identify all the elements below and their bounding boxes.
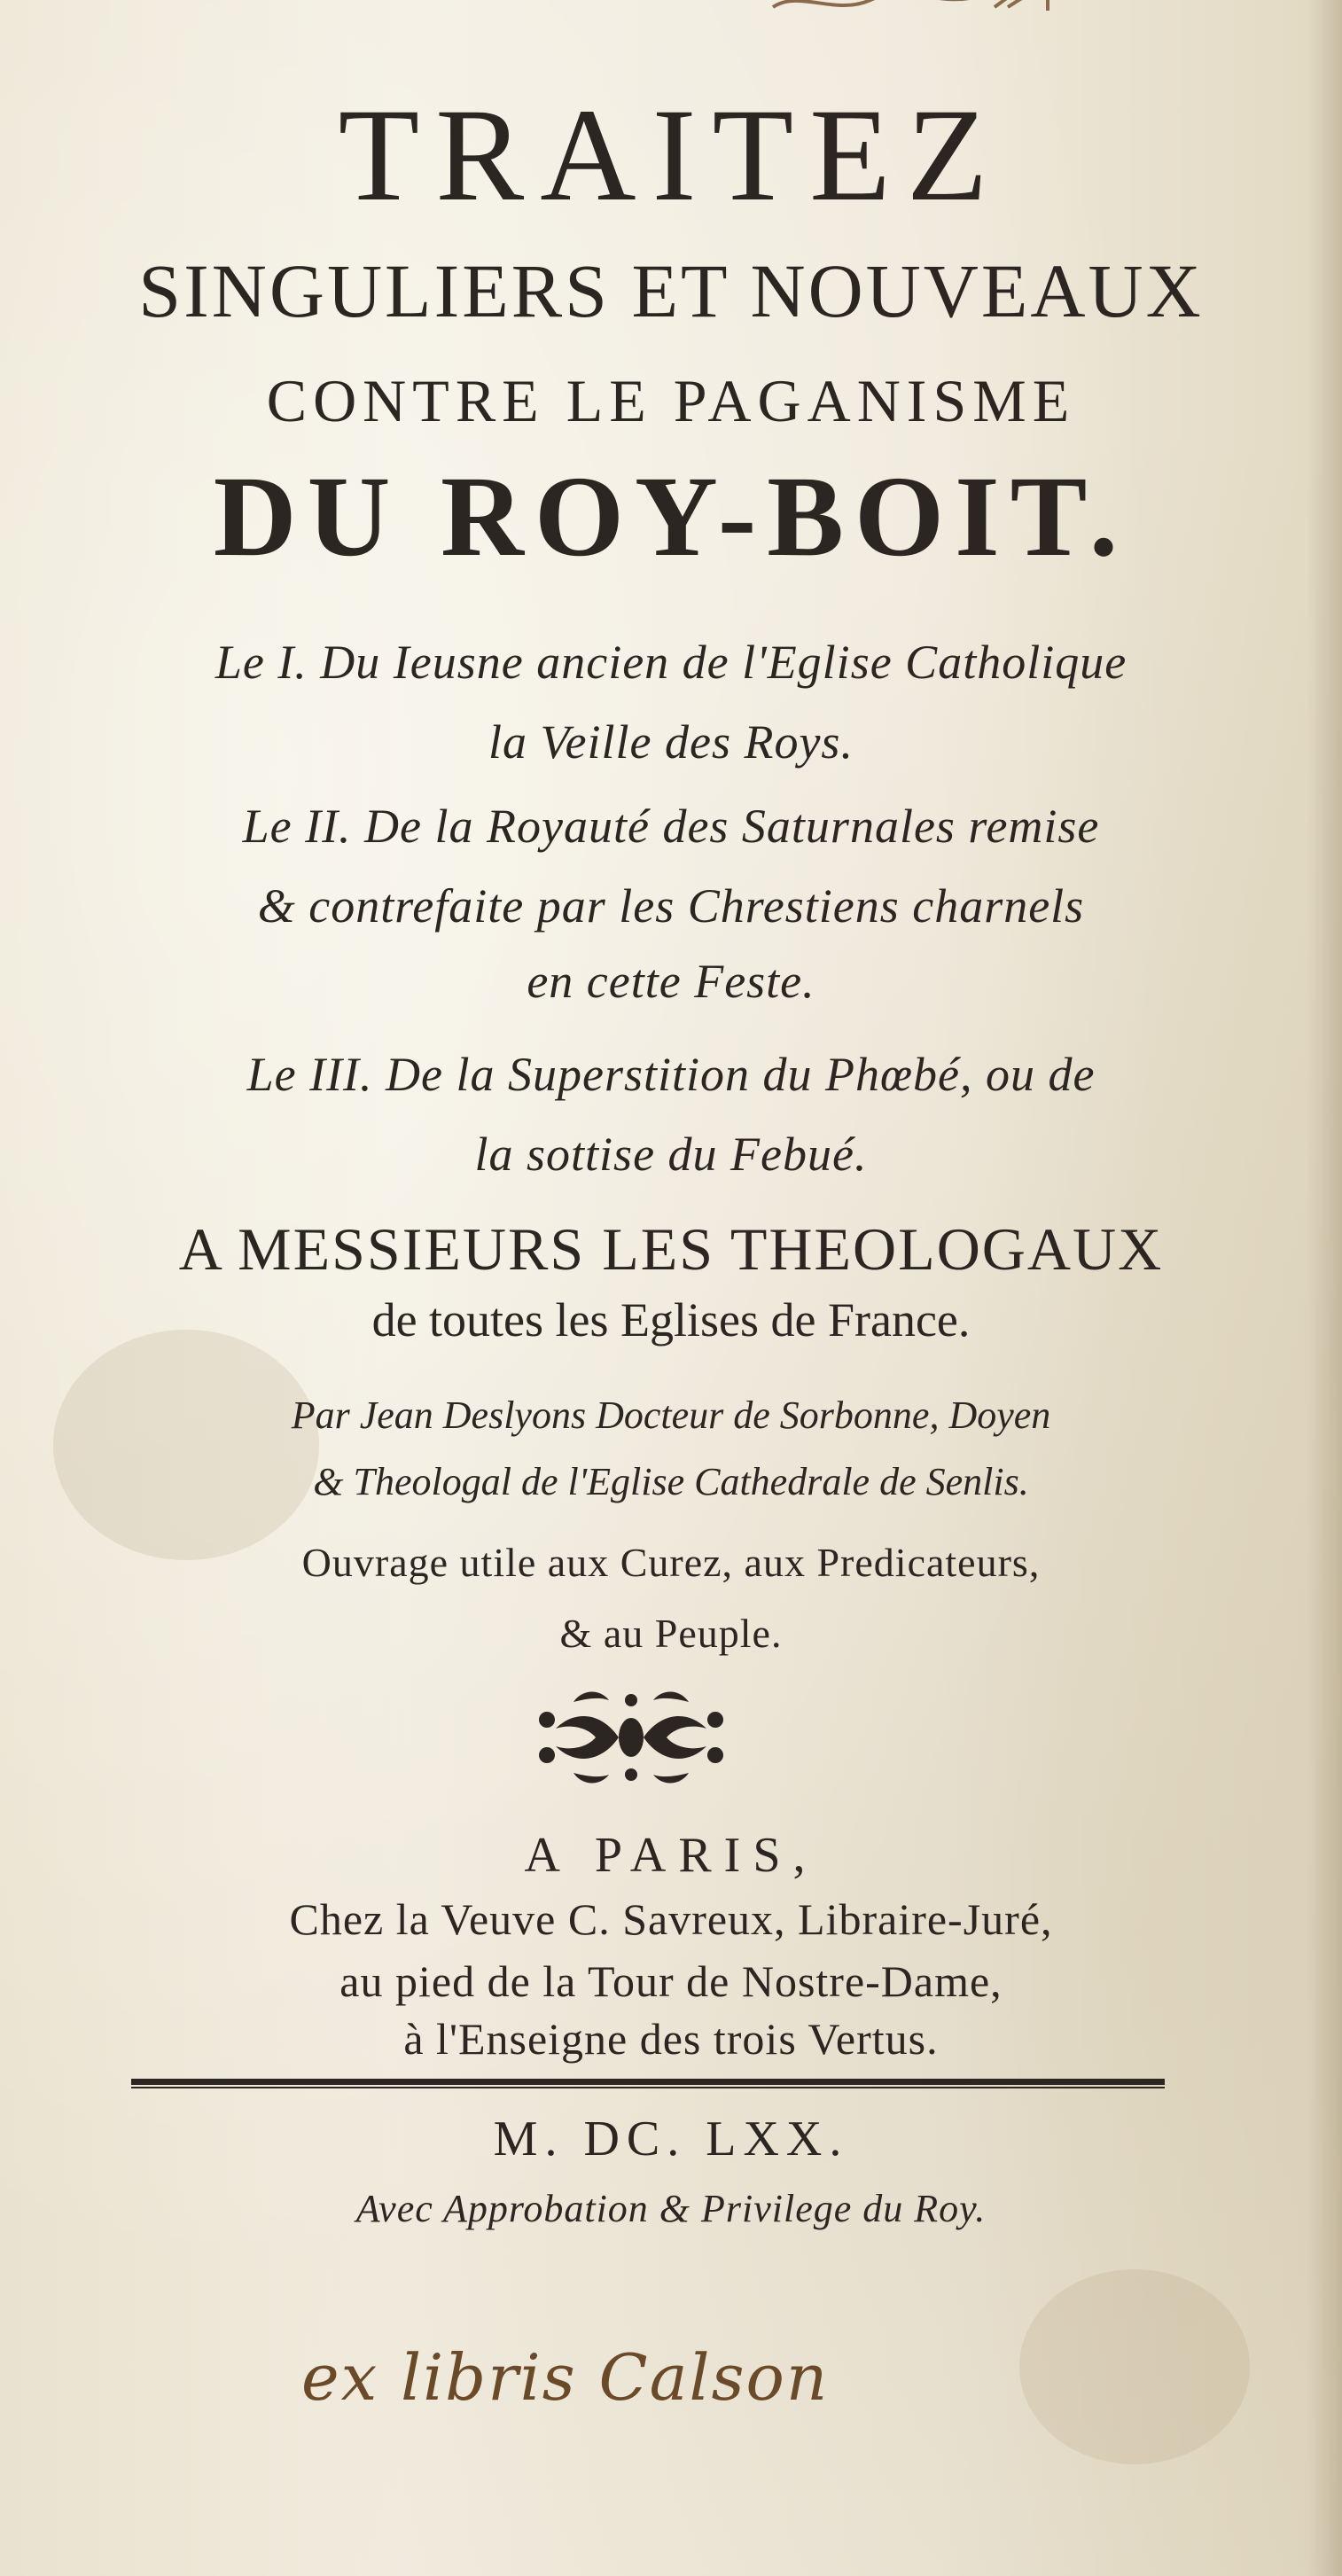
ex-libris-inscription: ex libris Calson (301, 2340, 830, 2415)
foxing-stain (1019, 2269, 1250, 2464)
title-line-3: CONTRE LE PAGANISME (266, 367, 1076, 434)
imprint-line-2: au pied de la Tour de Nostre-Dame, (339, 1956, 1003, 2006)
treatise-3-line-2: la sottise du Febué. (474, 1128, 868, 1181)
publication-date: M. DC. LXX. (493, 2112, 849, 2166)
dedication-line-1: A MESSIEURS LES THEOLOGAUX (178, 1215, 1164, 1283)
treatise-1-line-1: Le I. Du Ieusne ancien de l'Eglise Catholique (215, 636, 1127, 689)
author-line-1: Par Jean Deslyons Docteur de Sorbonne, Doyen (291, 1393, 1051, 1437)
foxing-stain (53, 1330, 319, 1560)
printers-ornament-icon (520, 1684, 742, 1791)
imprint-line-1: Chez la Veuve C. Savreux, Libraire-Juré, (289, 1894, 1053, 1944)
imprint-line-3: à l'Enseigne des trois Vertus. (403, 2014, 939, 2064)
treatise-2-line-2: & contrefaite par les Chrestiens charnels (257, 879, 1085, 933)
imprint-city: A PARIS, (524, 1828, 818, 1883)
handwritten-shelfmark-icon (764, 0, 1101, 20)
title-line-2: SINGULIERS ET NOUVEAUX (138, 248, 1204, 333)
ouvrage-line-1: Ouvrage utile aux Curez, aux Predicateurs, (301, 1540, 1041, 1585)
treatise-1-line-2: la Veille des Roys. (488, 715, 854, 769)
treatise-3-line-1: Le III. De la Superstition du Phœbé, ou de (246, 1048, 1096, 1101)
ouvrage-line-2: & au Peuple. (559, 1611, 783, 1656)
treatise-2-line-1: Le II. De la Royauté des Saturnales remise (242, 800, 1100, 853)
title-line-4: DU ROY-BOIT. (213, 453, 1129, 581)
title-line-1: TRAITEZ (338, 82, 1004, 229)
author-line-2: & Theologal de l'Eglise Cathedrale de Senlis. (313, 1460, 1029, 1503)
double-rule-divider (131, 2079, 1165, 2085)
privilege-line: Avec Approbation & Privilege du Roy. (355, 2187, 987, 2230)
treatise-2-line-3: en cette Feste. (527, 955, 815, 1008)
dedication-line-2: de toutes les Eglises de France. (371, 1293, 971, 1347)
